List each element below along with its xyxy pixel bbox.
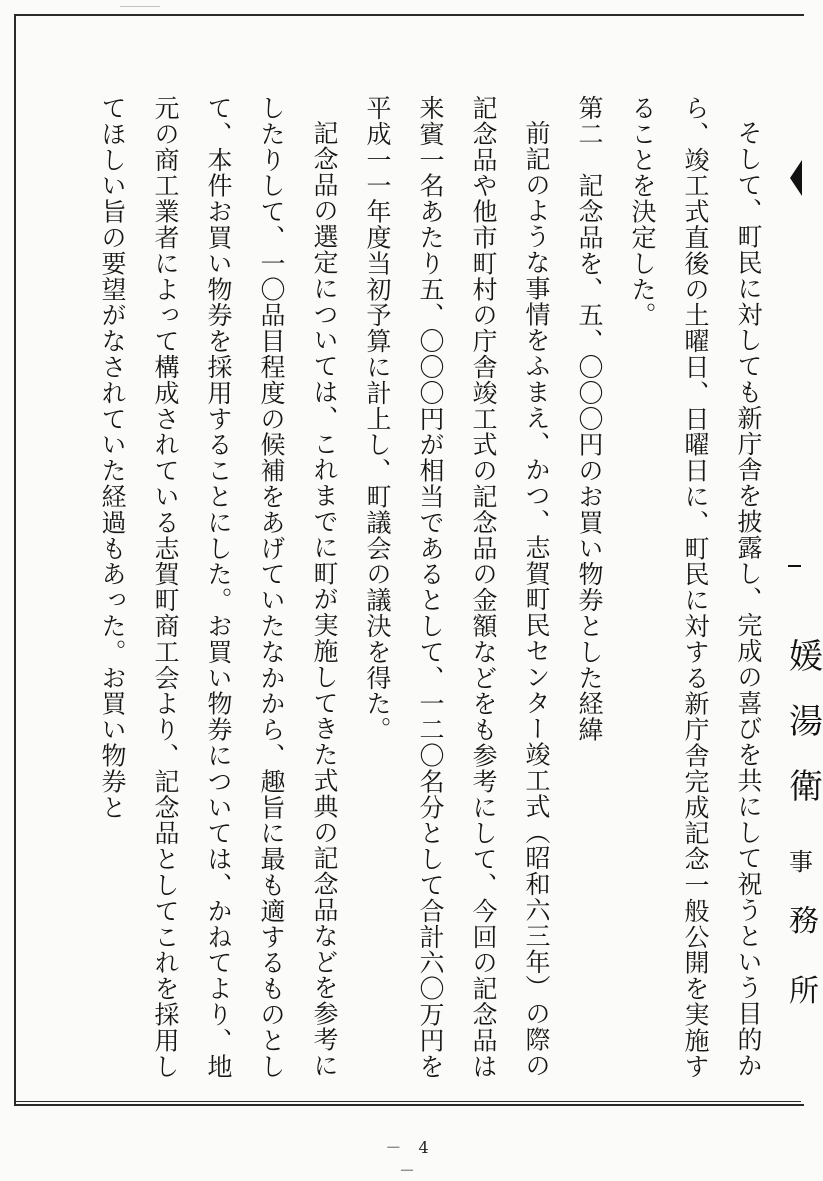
- edge-rule: [788, 565, 801, 567]
- edge-text-fragment: 湯: [789, 702, 823, 742]
- section-heading-2: 第二 記念品を、五、〇〇〇円のお買い物券とした経緯: [575, 95, 604, 743]
- page-number: － 4 －: [385, 1138, 435, 1180]
- edge-text-fragment: 衛: [789, 767, 823, 807]
- paragraph-selection: 記念品の選定については、これまでに町が実施してきた式典の記念品などを参考にしたりして、一〇品目程度の候補をあげていたなかから、趣旨に最も適するものとして、本件お買い物券を採用することにした。お買い物券については、かねてより、地元の商工業者によって構成されている志賀町商工会より、記念品としてこれを採用してほしい旨の要望がなされていた経過もあった。お買い物券と: [98, 95, 339, 1080]
- paragraph-opening: そして、町民に対しても新庁舎を披露し、完成の喜びを共にして祝うという目的から、竣工式直後の土曜日、日曜日に、町民に対する新庁舎完成記念一般公開を実施することを決定した。: [628, 95, 763, 1080]
- scan-artifact: [120, 0, 160, 7]
- edge-text-fragment: 務: [789, 904, 819, 939]
- edge-arrow-mark: [790, 160, 802, 196]
- edge-text-fragment: 所: [789, 974, 819, 1009]
- edge-text-fragment: 事: [789, 848, 813, 876]
- edge-text-fragment: 媛: [789, 637, 823, 677]
- document-body: [60, 95, 775, 1085]
- paragraph-background: 前記のような事情をふまえ、かつ、志賀町民センター竣工式（昭和六三年）の際の記念品や他市町村の庁舎竣工式の記念品の金額などをも参考にして、今回の記念品は来賓一名あたり五、〇〇〇円が相当であるとして、一二〇名分として合計六〇万円を平成一一年度当初予算に計上し、町議会の議決を得た。: [363, 95, 551, 1080]
- page-border-inner-line: [14, 1101, 801, 1102]
